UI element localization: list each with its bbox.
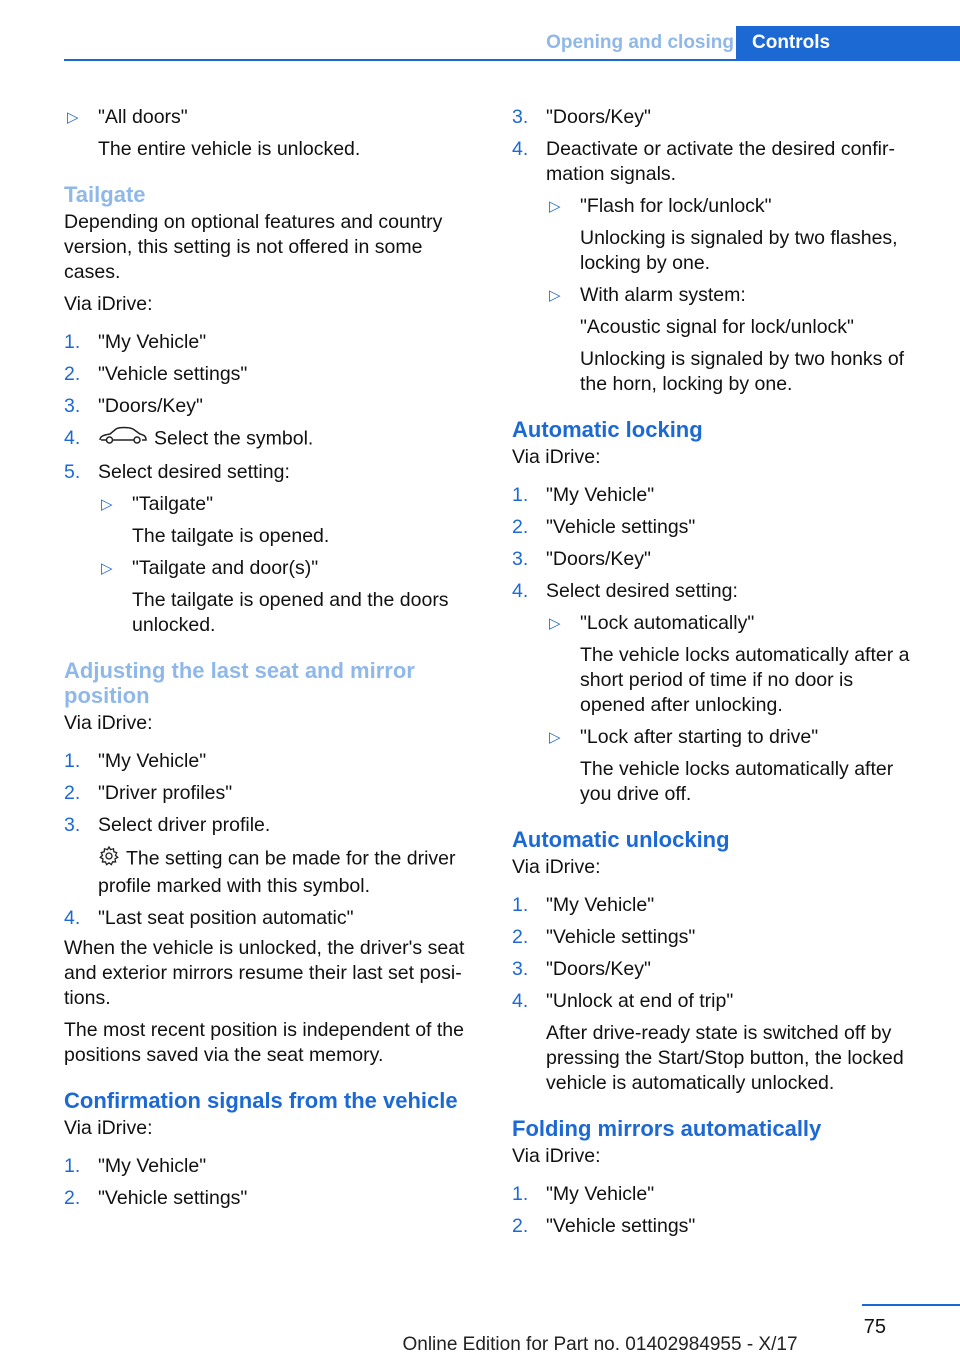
- step-text: "My Vehicle": [98, 1155, 207, 1177]
- step-number: 3.: [512, 548, 529, 570]
- page-number: 75: [863, 1316, 886, 1338]
- option-description: The entire vehicle is unlocked.: [98, 138, 361, 160]
- triangle-bullet-icon: ▷: [549, 198, 561, 215]
- step-text: "Doors/Key": [546, 958, 651, 980]
- option-description: The tailgate is opened and the doors unlocked.: [132, 589, 449, 636]
- option-label: "Lock after starting to drive": [580, 726, 819, 748]
- triangle-bullet-icon: ▷: [549, 615, 561, 632]
- step-text: Select desired setting:: [546, 580, 738, 602]
- triangle-bullet-icon: ▷: [549, 287, 561, 304]
- step-text: "Unlock at end of trip": [546, 990, 734, 1012]
- list-item: [64, 781, 482, 806]
- paragraph: Via iDrive:: [512, 446, 601, 468]
- option-label: "Flash for lock/unlock": [580, 195, 772, 217]
- paragraph: Via iDrive:: [512, 1145, 601, 1167]
- step-text: Select desired setting:: [98, 461, 290, 483]
- step-text: Select driver profile.: [98, 814, 271, 836]
- section-heading-seat: Adjusting the last seat and mirror position: [64, 658, 415, 708]
- step-text: Deactivate or activate the desired confirmation signals.: [546, 138, 896, 185]
- step-text: "Vehicle settings": [546, 1215, 696, 1237]
- header-section-title: Opening and closing: [546, 32, 734, 53]
- list-item: [64, 460, 482, 638]
- step-number: 3.: [512, 958, 529, 980]
- step-number: 1.: [512, 1183, 529, 1205]
- option-description: The tailgate is opened.: [132, 525, 330, 547]
- sub-list: [546, 611, 922, 807]
- step-text: "My Vehicle": [546, 1183, 655, 1205]
- sub-list-item: [546, 725, 922, 807]
- triangle-bullet-icon: ▷: [67, 109, 79, 126]
- list-item: [64, 394, 482, 419]
- option-label: "Tailgate and door(s)": [132, 557, 319, 579]
- option-description: Unlocking is signaled by two flashes, locking by one.: [580, 227, 898, 274]
- step-text: Select the symbol.: [154, 427, 314, 450]
- option-description: "Acoustic signal for lock/unlock": [580, 316, 854, 338]
- triangle-bullet-icon: ▷: [549, 729, 561, 746]
- list-item: [512, 547, 922, 572]
- list-item: [512, 1182, 922, 1207]
- option-label: With alarm system:: [580, 284, 746, 306]
- paragraph: When the vehicle is unlocked, the driver's seat and exterior mirrors resume their last set positions.: [64, 937, 465, 1009]
- sub-list: [98, 492, 482, 638]
- section-heading-automatic-unlocking: Automatic unlocking: [512, 827, 730, 852]
- step-number: 3.: [512, 106, 529, 128]
- step-number: 1.: [64, 331, 81, 353]
- step-text: "My Vehicle": [546, 894, 655, 916]
- paragraph: Depending on optional features and country version, this setting is not offered in some cases.: [64, 211, 443, 283]
- option-description: Unlocking is signaled by two honks of the horn, locking by one.: [580, 348, 905, 395]
- step-text: "Driver profiles": [98, 782, 233, 804]
- step-list: [512, 483, 922, 807]
- step-number: 1.: [512, 484, 529, 506]
- step-text: "Last seat position automatic": [98, 907, 354, 929]
- list-item: [64, 330, 482, 355]
- step-list: [64, 330, 482, 638]
- step-list: [512, 893, 922, 1096]
- step-number: 3.: [64, 814, 81, 836]
- step-text: "My Vehicle": [98, 331, 207, 353]
- list-item: [512, 515, 922, 540]
- list-item: [512, 989, 922, 1096]
- step-text: "Vehicle settings": [98, 1187, 248, 1209]
- list-item: [64, 362, 482, 387]
- step-text: "Vehicle settings": [98, 363, 248, 385]
- sub-list-item: [98, 556, 482, 638]
- option-label: "Lock automatically": [580, 612, 755, 634]
- sub-list-item: [546, 283, 922, 397]
- step-number: 4.: [512, 990, 529, 1012]
- step-list: [64, 1154, 482, 1211]
- header-chapter-tab: Controls: [736, 26, 960, 60]
- option-label: "All doors": [98, 106, 188, 128]
- step-text: "My Vehicle": [546, 484, 655, 506]
- gear-icon: [98, 845, 120, 874]
- list-item: [512, 579, 922, 807]
- triangle-bullet-icon: ▷: [101, 560, 113, 577]
- option-description: The vehicle locks automatically after you drive off.: [580, 758, 894, 805]
- header-rule: [64, 59, 960, 61]
- sub-list: [546, 194, 922, 397]
- sub-list: [64, 105, 482, 162]
- step-number: 1.: [512, 894, 529, 916]
- triangle-bullet-icon: ▷: [101, 496, 113, 513]
- list-item: [64, 813, 482, 899]
- list-item: [512, 925, 922, 950]
- step-note: [98, 845, 482, 899]
- paragraph: Via iDrive:: [64, 712, 153, 734]
- step-text: "Doors/Key": [546, 548, 651, 570]
- sub-list-item: [546, 611, 922, 718]
- section-heading-confirmation: Confirmation signals from the vehicle: [64, 1088, 458, 1113]
- list-item: [512, 893, 922, 918]
- list-item: [512, 137, 922, 397]
- sub-list-item: [64, 105, 482, 162]
- option-label: "Tailgate": [132, 493, 214, 515]
- option-description: The vehicle locks automatically after a short period of time if no door is opened after unlocking.: [580, 644, 910, 716]
- paragraph: Via iDrive:: [64, 293, 153, 315]
- step-number: 5.: [64, 461, 81, 483]
- step-number: 2.: [64, 782, 81, 804]
- sub-list-item: [98, 492, 482, 549]
- step-number: 2.: [512, 926, 529, 948]
- step-number: 2.: [64, 363, 81, 385]
- paragraph: Via iDrive:: [64, 1117, 153, 1139]
- step-text: "My Vehicle": [98, 750, 207, 772]
- footer-edition: Online Edition for Part no. 01402984955 - X/17: [402, 1334, 798, 1355]
- list-item: [64, 749, 482, 774]
- step-list: [512, 105, 922, 397]
- list-item: [512, 105, 922, 130]
- step-number: 2.: [64, 1187, 81, 1209]
- section-heading-tailgate: Tailgate: [64, 182, 146, 207]
- list-item: [512, 957, 922, 982]
- step-note-text: The setting can be made for the driver profile marked with this symbol.: [98, 847, 456, 897]
- step-number: 4.: [64, 427, 81, 449]
- list-item: [512, 483, 922, 508]
- step-text: "Doors/Key": [546, 106, 651, 128]
- footer-rule: [862, 1304, 960, 1306]
- right-column: [512, 100, 922, 1246]
- paragraph: The most recent position is independent of the positions saved via the seat memory.: [64, 1019, 464, 1066]
- step-list: [512, 1182, 922, 1239]
- list-item: [64, 1154, 482, 1179]
- step-number: 3.: [64, 395, 81, 417]
- step-text: "Doors/Key": [98, 395, 203, 417]
- list-item: [512, 1214, 922, 1239]
- section-heading-automatic-locking: Automatic locking: [512, 417, 703, 442]
- step-number: 4.: [512, 138, 529, 160]
- step-list: [64, 749, 482, 931]
- step-text: "Vehicle settings": [546, 516, 696, 538]
- step-number: 4.: [512, 580, 529, 602]
- left-column: [64, 100, 482, 1218]
- list-item: [64, 1186, 482, 1211]
- paragraph: Via iDrive:: [512, 856, 601, 878]
- step-text: "Vehicle settings": [546, 926, 696, 948]
- step-number: 1.: [64, 750, 81, 772]
- sub-list-item: [546, 194, 922, 276]
- step-description: After drive-ready state is switched off by pressing the Start/Stop button, the locked vehicle is automatically unlocked.: [546, 1022, 904, 1094]
- list-item: [64, 426, 482, 453]
- step-number: 4.: [64, 907, 81, 929]
- list-item: [64, 906, 482, 931]
- step-number: 1.: [64, 1155, 81, 1177]
- section-heading-folding-mirrors: Folding mirrors automatically: [512, 1116, 822, 1141]
- step-number: 2.: [512, 516, 529, 538]
- step-number: 2.: [512, 1215, 529, 1237]
- car-icon: [98, 426, 148, 453]
